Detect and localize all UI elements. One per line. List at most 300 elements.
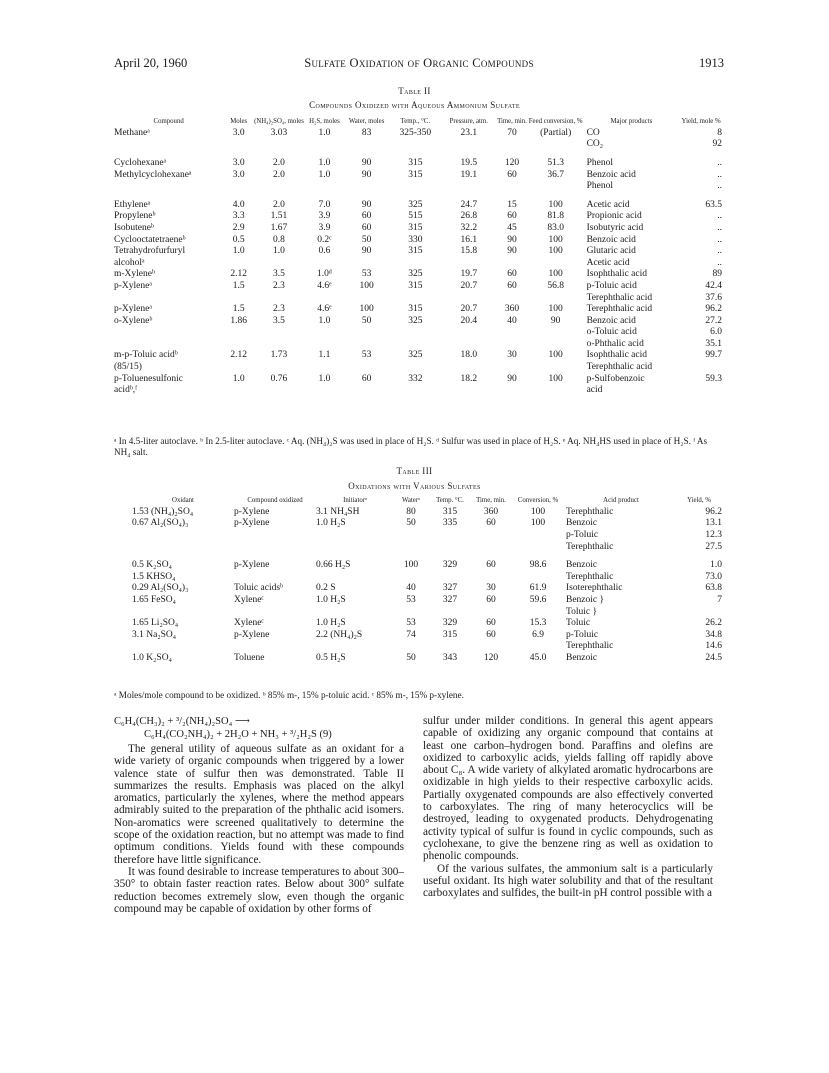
compound-cell: Cyclooctatetraeneᵇ xyxy=(114,234,186,245)
conversion-cell xyxy=(529,293,583,305)
compound-cell: Methaneᵃ xyxy=(114,127,150,138)
pressure-cell xyxy=(442,339,495,351)
product-cell: p-Toluic xyxy=(566,629,599,640)
sulfate-cell: 2.0 xyxy=(273,199,285,210)
temp-cell: 335 xyxy=(442,518,458,529)
table3-header-cell: Waterᵃ xyxy=(402,497,420,504)
yield-cell: 59.3 xyxy=(705,373,722,384)
water-cell: 90 xyxy=(361,246,372,257)
initiator-cell: 3.1 NH₄SH xyxy=(316,506,360,517)
pressure-cell: 26.8 xyxy=(460,211,478,222)
compound-cell: Xyleneᶜ xyxy=(234,594,264,605)
left-column xyxy=(114,715,404,915)
time-cell: 120 xyxy=(483,652,499,663)
table-row xyxy=(132,553,722,572)
temp-cell xyxy=(428,641,472,653)
temp-cell xyxy=(388,362,442,374)
h2s-cell: 1.0 xyxy=(318,373,331,384)
temp-cell: 315 xyxy=(408,280,423,291)
conversion-cell: 59.6 xyxy=(529,594,547,605)
time-cell: 90 xyxy=(507,373,517,384)
moles-cell: 1.0 xyxy=(232,246,245,257)
conversion-cell: (Partial) xyxy=(540,127,572,138)
conversion-cell: 100 xyxy=(548,373,563,384)
page-number: 1913 xyxy=(699,56,724,70)
temp-cell: 315 xyxy=(408,169,423,180)
temp-cell xyxy=(388,327,442,339)
product-cell: Benzoic xyxy=(566,560,598,571)
yield-cell: 63.8 xyxy=(705,583,722,594)
h2s-cell xyxy=(304,181,345,193)
table2-title: Compounds Oxidized with Aqueous Ammonium Sulfate xyxy=(309,100,520,110)
product-cell: Terephthalic xyxy=(566,571,614,582)
temp-cell xyxy=(388,339,442,351)
yield-cell: 27.2 xyxy=(705,315,722,326)
table3-title: Oxidations with Various Sulfates xyxy=(348,481,481,491)
yield-cell: 1.0 xyxy=(710,560,722,571)
water-cell: 90 xyxy=(361,157,372,168)
initiator-cell: 1.0 H₂S xyxy=(316,594,346,605)
table2-header-cell: Temp., °C. xyxy=(400,118,431,125)
sulfate-cell: 2.3 xyxy=(273,280,285,291)
conversion-cell: 15.3 xyxy=(529,618,547,629)
h2s-cell: 1.0 xyxy=(318,315,331,326)
temp-cell xyxy=(388,293,442,305)
table2-body xyxy=(114,128,722,397)
moles-cell xyxy=(223,385,254,397)
h2s-cell: 4.6ᵉ xyxy=(317,280,332,291)
table2-header-cell: Feed conversion, % xyxy=(528,118,583,125)
table3-header-cell: Temp. °C. xyxy=(436,497,464,504)
compound-cell: m-Xyleneᵇ xyxy=(114,269,155,280)
water-cell: 53 xyxy=(406,618,416,629)
time-cell: 60 xyxy=(486,518,496,529)
table3-label: Table III xyxy=(396,466,433,476)
sulfate-cell xyxy=(254,339,304,351)
pressure-cell: 32.2 xyxy=(460,222,478,233)
conversion-cell: 83.0 xyxy=(547,222,564,233)
time-cell: 60 xyxy=(507,169,517,180)
product-cell: Isophthalic acid xyxy=(586,269,647,280)
paragraph: The general utility of aqueous sulfate as an oxidant for a wide variety of organic compounds when triggered by a lower valence state of sulfur then was demonstrated. Table II summarizes the results. Emphasis was placed on the alkyl aromatics, particularly the xylenes, where the method appears admirably suited to the preparation of the phthalic acid isomers. Non-aromatics were screened qualitatively to determine the scope of the oxidation reaction, but no attempt was made to find optimum conditions. Yields found with these compounds therefore have little significance. xyxy=(114,743,404,866)
product-cell: p-Toluic xyxy=(566,529,599,540)
table-row xyxy=(132,630,722,642)
table2-footnote: ᵃ In 4.5-liter autoclave. ᵇ In 2.5-liter autoclave. ᶜ Aq. (NH₄)₂S was used in place of H₂S. ᵈ Sulfur was used in place of H₂S. ᵉ Aq. NH₄HS used in place of H₂S. ᶠ As NH₄ salt. xyxy=(114,436,708,457)
conversion-cell xyxy=(529,327,583,339)
product-cell: p-Sulfobenzoic xyxy=(586,373,645,384)
product-cell: Benzoic acid xyxy=(586,234,636,245)
product-cell: Benzoic acid xyxy=(586,315,636,326)
table-row xyxy=(132,572,722,584)
conversion-cell: 100 xyxy=(530,518,546,529)
conversion-cell xyxy=(529,139,583,151)
table3-header-cell: Acid product xyxy=(603,497,639,504)
water-cell: 80 xyxy=(406,506,416,517)
time-cell: 60 xyxy=(486,560,496,571)
pressure-cell xyxy=(442,293,495,305)
table3-header-cell: Yield, % xyxy=(687,497,711,504)
water-cell xyxy=(345,139,388,151)
time-cell xyxy=(472,542,510,554)
initiator-cell: 0.66 H₂S xyxy=(316,560,351,571)
moles-cell xyxy=(223,362,254,374)
yield-cell: 96.2 xyxy=(705,304,722,315)
yield-cell: .. xyxy=(717,257,722,268)
header-title: Sulfate Oxidation of Organic Compounds xyxy=(304,56,534,70)
table-row xyxy=(114,246,722,258)
compound-cell: Propyleneᵇ xyxy=(114,211,156,222)
time-cell xyxy=(495,293,529,305)
pressure-cell: 23.1 xyxy=(460,127,478,138)
water-cell: 83 xyxy=(361,127,372,138)
temp-cell: 315 xyxy=(442,629,458,640)
sulfate-cell xyxy=(254,293,304,305)
table2-header-cell: Moles xyxy=(230,118,248,125)
table3-header-cell: Compound oxidized xyxy=(247,497,303,504)
compound-cell xyxy=(234,542,316,554)
time-cell: 90 xyxy=(507,234,517,245)
conversion-cell xyxy=(510,641,566,653)
table-row xyxy=(114,193,722,212)
water-cell xyxy=(394,572,428,584)
initiator-cell xyxy=(316,530,394,542)
pressure-cell: 19.1 xyxy=(460,169,478,180)
moles-cell xyxy=(223,258,254,270)
time-cell xyxy=(472,641,510,653)
pressure-cell: 19.5 xyxy=(460,157,478,168)
compound-cell: p-Xyleneᵃ xyxy=(114,280,152,291)
time-cell xyxy=(495,362,529,374)
water-cell: 90 xyxy=(361,169,372,180)
sulfate-cell: 0.76 xyxy=(270,373,288,384)
product-cell: Acetic acid xyxy=(586,257,630,268)
temp-cell xyxy=(428,542,472,554)
yield-cell: 13.1 xyxy=(705,518,722,529)
compound-cell: p-Toluenesulfonic xyxy=(114,373,183,384)
sulfate-cell xyxy=(254,385,304,397)
pressure-cell xyxy=(442,327,495,339)
time-cell: 70 xyxy=(507,127,517,138)
compound-cell: Methylcyclohexaneᵃ xyxy=(114,169,192,180)
pressure-cell: 20.4 xyxy=(460,315,478,326)
time-cell xyxy=(495,385,529,397)
moles-cell: 1.5 xyxy=(232,280,245,291)
sulfate-cell: 2.3 xyxy=(273,304,285,315)
product-cell: Phenol xyxy=(586,181,613,192)
oxidant-cell xyxy=(132,542,234,554)
sulfate-cell: 1.0 xyxy=(273,246,285,257)
table3-body xyxy=(132,507,722,665)
initiator-cell: 0.5 H₂S xyxy=(316,652,346,663)
yield-cell: 37.6 xyxy=(705,292,722,303)
sulfate-cell: 1.73 xyxy=(270,350,288,361)
sulfate-cell: 3.03 xyxy=(270,127,288,138)
product-cell: Terephthalic acid xyxy=(586,304,653,315)
conversion-cell xyxy=(510,607,566,619)
table-row xyxy=(114,151,722,170)
table3-header-cell: Time, min. xyxy=(476,497,506,504)
yield-cell: .. xyxy=(717,157,722,168)
h2s-cell: 1.0 xyxy=(318,127,331,138)
pressure-cell: 15.8 xyxy=(460,246,478,257)
conversion-cell: 51.3 xyxy=(547,157,564,168)
conversion-cell xyxy=(529,385,583,397)
conversion-cell: 81.8 xyxy=(547,211,564,222)
pressure-cell xyxy=(442,385,495,397)
table-row xyxy=(132,607,722,619)
moles-cell: 0.5 xyxy=(232,234,245,245)
compound-cell xyxy=(114,327,223,339)
moles-cell: 2.9 xyxy=(232,222,245,233)
product-cell: Toluic } xyxy=(566,606,598,617)
table-row xyxy=(114,211,722,223)
time-cell xyxy=(495,258,529,270)
table3-header-cell: Oxidant xyxy=(172,497,194,504)
compound-cell: Cyclohexaneᵃ xyxy=(114,157,167,168)
product-cell: CO xyxy=(586,127,600,138)
h2s-cell xyxy=(304,339,345,351)
product-cell: Acetic acid xyxy=(586,199,630,210)
time-cell: 120 xyxy=(504,157,520,168)
product-cell: Isophthalic acid xyxy=(586,350,647,361)
initiator-cell: 0.2 S xyxy=(316,583,336,594)
water-cell xyxy=(345,362,388,374)
moles-cell xyxy=(223,339,254,351)
table-row xyxy=(114,374,722,386)
water-cell: 50 xyxy=(406,518,416,529)
table-row xyxy=(114,258,722,270)
oxidant-cell: 1.5 KHSO₄ xyxy=(132,571,176,582)
compound-cell xyxy=(234,607,316,619)
water-cell: 74 xyxy=(406,629,416,640)
conversion-cell: 6.9 xyxy=(532,629,544,640)
time-cell: 90 xyxy=(507,246,517,257)
table-row xyxy=(114,269,722,281)
yield-cell: .. xyxy=(717,181,722,192)
table2-header-row xyxy=(114,118,722,128)
oxidant-cell: 1.0 K₂SO₄ xyxy=(132,652,172,663)
conversion-cell xyxy=(529,181,583,193)
temp-cell: 315 xyxy=(408,246,423,257)
pressure-cell: 18.2 xyxy=(460,373,478,384)
compound-cell xyxy=(234,641,316,653)
time-cell xyxy=(495,327,529,339)
compound-cell: p-Xylene xyxy=(234,518,270,529)
water-cell: 50 xyxy=(361,315,372,326)
sulfate-cell: 3.5 xyxy=(273,315,285,326)
moles-cell xyxy=(223,181,254,193)
h2s-cell xyxy=(304,293,345,305)
table2-header-cell: Time, min. xyxy=(497,118,527,125)
water-cell: 100 xyxy=(359,280,374,291)
time-cell: 60 xyxy=(486,618,496,629)
conversion-cell xyxy=(529,339,583,351)
table2 xyxy=(114,118,722,397)
compound-cell: Xyleneᶜ xyxy=(234,618,264,629)
temp-cell xyxy=(388,258,442,270)
compound-cell: (85/15) xyxy=(114,362,142,373)
pressure-cell: 20.7 xyxy=(460,280,478,291)
h2s-cell xyxy=(304,385,345,397)
conversion-cell: 100 xyxy=(548,350,563,361)
temp-cell: 332 xyxy=(408,373,423,384)
water-cell xyxy=(394,542,428,554)
yield-cell: .. xyxy=(717,222,722,233)
h2s-cell: 1.0ᵈ xyxy=(317,269,332,280)
conversion-cell: 100 xyxy=(530,506,546,517)
yield-cell: 92 xyxy=(712,139,722,150)
water-cell: 53 xyxy=(361,350,372,361)
water-cell: 60 xyxy=(361,211,372,222)
table-row xyxy=(132,542,722,554)
time-cell: 360 xyxy=(504,304,520,315)
compound-cell: acidᵇ,ᶠ xyxy=(114,385,138,396)
table2-header-cell: Water, moles xyxy=(348,118,385,125)
table2-header-cell: Yield, mole % xyxy=(681,118,721,125)
paragraph: Of the various sulfates, the ammonium salt is a particularly useful oxidant. Its high water solubility and that of the resultant carboxylates and sulfides, the built-in pH control possible with a xyxy=(423,862,713,900)
time-cell: 30 xyxy=(486,583,496,594)
temp-cell xyxy=(388,181,442,193)
table-row xyxy=(114,304,722,316)
table3-header-cell: Initiatorᵃ xyxy=(343,497,367,504)
moles-cell: 2.12 xyxy=(230,350,247,361)
conversion-cell: 100 xyxy=(548,269,563,280)
sulfate-cell: 2.0 xyxy=(273,169,285,180)
table-row xyxy=(114,181,722,193)
product-cell: Propionic acid xyxy=(586,211,642,222)
compound-cell: alcoholᵃ xyxy=(114,257,145,268)
compound-cell: p-Xyleneᵃ xyxy=(114,304,152,315)
water-cell xyxy=(345,258,388,270)
yield-cell: 73.0 xyxy=(705,571,722,582)
paragraph: sulfur under milder conditions. In general this agent appears capable of oxidizing any organic compound that contains at least one carbon–hydrogen bond. Paraffins and olefins are oxidized to carboxylic acids, yields falling off rapidly above about C₈. A wide variety of alkylated aromatic hydrocarbons are oxidizable in high yields to their respective carboxylic acids. Partially oxygenated compounds are also effectively converted to carboxylates. The ring of many heterocyclics will be destroyed, leading to oxygenated products. Dehydrogenating activity typical of sulfur is found in cyclic compounds, such as cyclohexane, to give the benzene ring as well as oxidation to phenolic compounds. xyxy=(423,715,713,863)
table-row xyxy=(114,128,722,140)
table-row xyxy=(114,350,722,362)
water-cell xyxy=(394,530,428,542)
temp-cell xyxy=(428,607,472,619)
pressure-cell: 20.7 xyxy=(460,304,478,315)
moles-cell xyxy=(223,293,254,305)
temp-cell: 325 xyxy=(408,269,423,280)
h2s-cell: 0.6 xyxy=(318,246,331,257)
water-cell: 90 xyxy=(361,199,372,210)
temp-cell: 315 xyxy=(408,304,423,315)
h2s-cell: 1.0 xyxy=(318,157,331,168)
table3-footnote: ᵃ Moles/mole compound to be oxidized. ᵇ 85% m-, 15% p-toluic acid. ᶜ 85% m-, 15% p-xylene. xyxy=(114,690,464,700)
conversion-cell: 100 xyxy=(548,199,563,210)
compound-cell xyxy=(234,572,316,584)
table-row xyxy=(114,385,722,397)
compound-cell: Tetrahydrofurfuryl xyxy=(114,246,186,257)
sulfate-cell xyxy=(254,181,304,193)
pressure-cell: 16.1 xyxy=(460,234,478,245)
compound-cell: Isobuteneᵇ xyxy=(114,222,154,233)
time-cell: 60 xyxy=(486,594,496,605)
initiator-cell xyxy=(316,641,394,653)
yield-cell: 8 xyxy=(717,127,722,138)
moles-cell: 1.86 xyxy=(230,315,247,326)
temp-cell: 325-350 xyxy=(399,127,432,138)
moles-cell: 3.0 xyxy=(232,157,245,168)
time-cell: 45 xyxy=(507,222,517,233)
time-cell: 360 xyxy=(483,506,499,517)
yield-cell: .. xyxy=(717,169,722,180)
product-cell: o-Toluic acid xyxy=(586,327,637,338)
initiator-cell xyxy=(316,572,394,584)
pressure-cell xyxy=(442,362,495,374)
pressure-cell xyxy=(442,258,495,270)
time-cell: 15 xyxy=(507,199,517,210)
right-column xyxy=(423,715,713,899)
time-cell: 60 xyxy=(507,280,517,291)
sulfate-cell: 2.0 xyxy=(273,157,285,168)
water-cell: 60 xyxy=(361,373,372,384)
temp-cell xyxy=(388,139,442,151)
temp-cell: 330 xyxy=(408,234,423,245)
oxidant-cell xyxy=(132,641,234,653)
yield-cell xyxy=(676,607,722,619)
table-row xyxy=(114,362,722,374)
h2s-cell xyxy=(304,139,345,151)
water-cell xyxy=(345,293,388,305)
product-cell: CO₂ xyxy=(586,139,604,150)
moles-cell: 3.0 xyxy=(232,169,245,180)
product-cell: Terephthalic acid xyxy=(586,292,653,303)
product-cell: p-Toluic acid xyxy=(586,280,637,291)
compound-cell xyxy=(234,530,316,542)
water-cell xyxy=(394,641,428,653)
table-row xyxy=(132,618,722,630)
equation-line-2: C₆H₄(CO₂NH₄)₂ + 2H₂O + NH₃ + ³/₂H₂S (9) xyxy=(144,729,332,740)
moles-cell xyxy=(223,327,254,339)
table-row xyxy=(132,595,722,607)
moles-cell: 2.12 xyxy=(230,269,247,280)
conversion-cell: 98.6 xyxy=(529,560,547,571)
product-cell: Benzoic acid xyxy=(586,169,636,180)
water-cell xyxy=(345,327,388,339)
product-cell: Benzoic xyxy=(566,518,598,529)
product-cell: Phenol xyxy=(586,157,613,168)
initiator-cell: 1.0 H₂S xyxy=(316,518,346,529)
conversion-cell xyxy=(510,530,566,542)
product-cell: Terephthalic xyxy=(566,541,614,552)
water-cell: 100 xyxy=(359,304,374,315)
compound-cell: p-Xylene xyxy=(234,629,270,640)
paragraph: It was found desirable to increase temperatures to about 300–350° to obtain faster reaction rates. Below about 300° sulfate reduction becomes extremely slow, even though the organic compound may be capable of oxidation by other forms of xyxy=(114,865,404,915)
sulfate-cell: 3.5 xyxy=(273,269,285,280)
oxidant-cell: 3.1 Na₂SO₄ xyxy=(132,629,177,640)
conversion-cell xyxy=(510,542,566,554)
compound-cell xyxy=(114,293,223,305)
h2s-cell: 7.0 xyxy=(318,199,331,210)
conversion-cell: 36.7 xyxy=(547,169,564,180)
table-row xyxy=(114,327,722,339)
temp-cell: 315 xyxy=(442,506,458,517)
product-cell: acid xyxy=(586,385,603,396)
conversion-cell: 100 xyxy=(548,234,563,245)
pressure-cell xyxy=(442,181,495,193)
temp-cell: 325 xyxy=(408,315,423,326)
oxidant-cell: 0.5 K₂SO₄ xyxy=(132,560,172,571)
equation-line-1: C₆H₄(CH₃)₂ + ³/₂(NH₄)₂SO₄ ⟶ xyxy=(114,716,250,727)
water-cell: 100 xyxy=(403,560,419,571)
table-row xyxy=(114,316,722,328)
oxidant-cell: 1.65 Li₂SO₄ xyxy=(132,618,179,629)
pressure-cell xyxy=(442,139,495,151)
h2s-cell: 4.6ᵉ xyxy=(317,304,332,315)
sulfate-cell xyxy=(254,139,304,151)
table-row xyxy=(114,170,722,182)
